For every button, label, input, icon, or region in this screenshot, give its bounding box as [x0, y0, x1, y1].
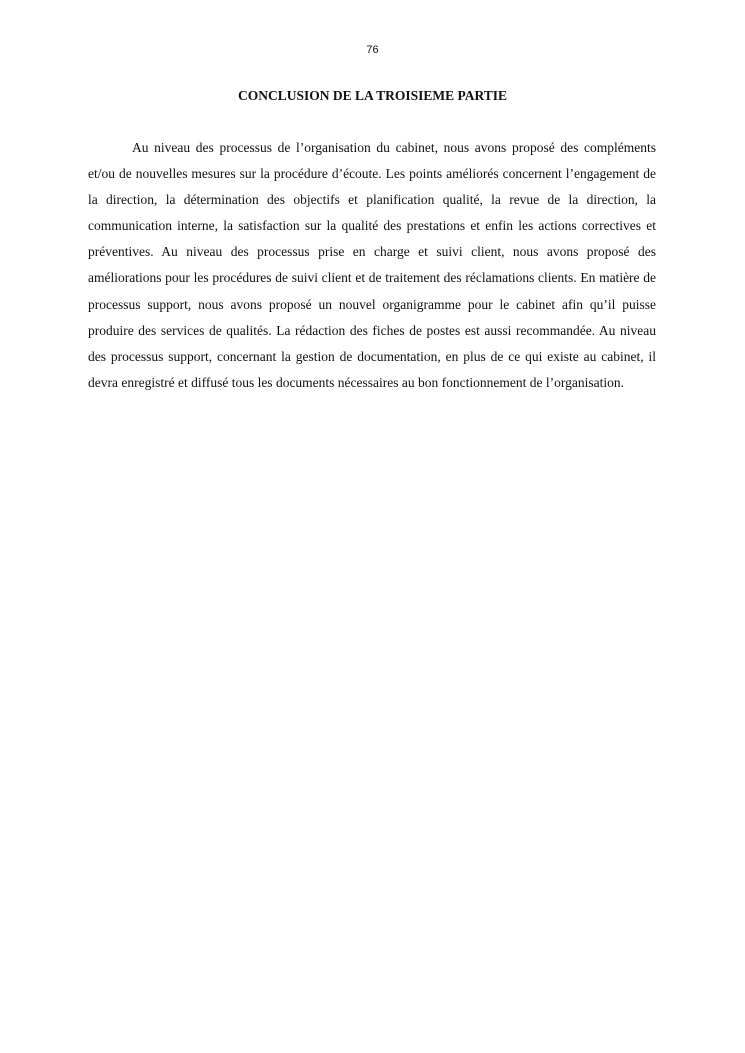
- page-number: 76: [366, 44, 379, 56]
- body-paragraph: Au niveau des processus de l’organisation du cabinet, nous avons proposé des compléments et/ou de nouvelles mesures sur la procédure d’écoute. Les points améliorés concernent l’engagement de la direction, la détermination des objectifs et planification qualité, la revue de la direction, la communication interne, la satisfaction sur la qualité des prestations et enfin les actions correctives et préventives. Au niveau des processus prise en charge et suivi client, nous avons proposé des améliorations pour les procédures de suivi client et de traitement des réclamations clients. En matière de processus support, nous avons proposé un nouvel organigramme pour le cabinet afin qu’il puisse produire des services de qualités. La rédaction des fiches de postes est aussi recommandée. Au niveau des processus support, concernant la gestion de documentation, en plus de ce qui existe au cabinet, il devra enregistré et diffusé tous les documents nécessaires au bon fonctionnement de l’organisation.: [88, 140, 656, 390]
- section-heading: CONCLUSION DE LA TROISIEME PARTIE: [237, 88, 508, 103]
